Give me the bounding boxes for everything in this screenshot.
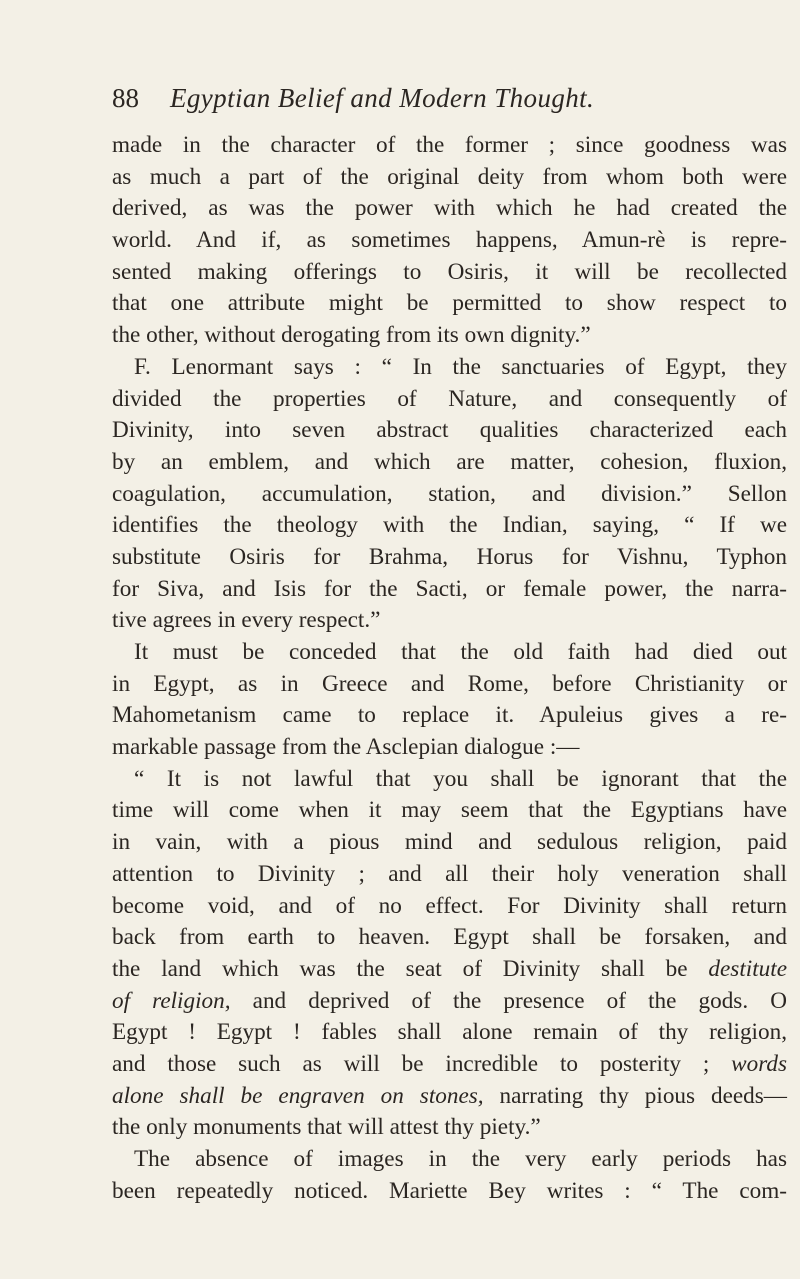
text-segment: attention to Divinity ; and all their holy veneration shall <box>112 860 787 887</box>
text-line <box>112 764 787 796</box>
text-segment: substitute Osiris for Brahma, Horus for Vishnu, Typhon <box>112 543 787 570</box>
text-segment: identifies the theology with the Indian, saying, “ If we <box>112 512 787 539</box>
text-segment: that one attribute might be permitted to show respect to <box>112 290 787 317</box>
italic-text: of religion, <box>112 987 231 1014</box>
text-line <box>112 542 787 574</box>
text-segment: derived, as was the power with which he had created the <box>112 195 787 222</box>
running-head-title: Egyptian Belief and Modern Thought. <box>170 83 595 113</box>
text-segment: Divinity, into seven abstract qualities characterized each <box>112 417 787 444</box>
text-line <box>112 225 787 257</box>
text-segment: narrating thy pious deeds— <box>483 1082 787 1109</box>
text-line <box>112 700 787 732</box>
text-segment: back from earth to heaven. Egypt shall be forsaken, and <box>112 924 787 951</box>
text-line <box>112 1176 787 1208</box>
text-segment: been repeatedly noticed. Mariette Bey writes : “ The com- <box>112 1177 787 1204</box>
text-segment: F. Lenormant says : “ In the sanctuaries of Egypt, they <box>134 353 787 380</box>
text-line <box>112 1144 787 1176</box>
text-line <box>112 637 787 669</box>
text-line <box>112 1049 787 1081</box>
text-line <box>112 574 787 606</box>
text-segment: “ It is not lawful that you shall be ignorant that the <box>134 765 787 792</box>
text-segment: Mahometanism came to replace it. Apuleius gives a re- <box>112 702 787 729</box>
text-line <box>112 827 787 859</box>
text-segment: by an emblem, and which are matter, cohesion, fluxion, <box>112 448 787 475</box>
text-segment: and those such as will be incredible to posterity ; <box>112 1050 732 1077</box>
text-line <box>112 859 787 891</box>
italic-text: words <box>731 1050 787 1077</box>
text-line <box>112 1017 787 1049</box>
text-line <box>112 288 787 320</box>
text-segment: Egypt ! Egypt ! fables shall alone remain of thy religion, <box>112 1019 787 1046</box>
text-line <box>112 193 787 225</box>
text-line <box>112 669 787 701</box>
text-line <box>112 922 787 954</box>
italic-text: alone shall be engraven on stones, <box>112 1082 484 1109</box>
text-line <box>112 795 787 827</box>
text-line <box>112 384 787 416</box>
text-line <box>112 605 787 637</box>
text-line <box>112 257 787 289</box>
text-segment: for Siva, and Isis for the Sacti, or female power, the narra- <box>112 575 787 602</box>
text-segment: markable passage from the Asclepian dialogue :— <box>112 734 580 761</box>
text-segment: coagulation, accumulation, station, and division.” Sellon <box>112 480 787 507</box>
text-line <box>112 130 787 162</box>
text-line <box>112 162 787 194</box>
text-segment: It must be conceded that the old faith had died out <box>134 639 787 665</box>
text-line <box>112 954 787 986</box>
text-line <box>112 891 787 923</box>
text-line <box>112 479 787 511</box>
text-segment: as much a part of the original deity from whom both were <box>112 163 787 190</box>
text-segment: the other, without derogating from its own dignity.” <box>112 322 591 349</box>
text-segment: the only monuments that will attest thy piety.” <box>112 1114 541 1141</box>
page-number: 88 <box>112 83 139 113</box>
text-segment: in vain, with a pious mind and sedulous religion, paid <box>112 829 787 856</box>
text-line <box>112 732 787 764</box>
body-text <box>112 130 787 1207</box>
text-line <box>112 320 787 352</box>
text-segment: world. And if, as sometimes happens, Amun-rè is repre- <box>112 227 787 254</box>
text-segment: tive agrees in every respect.” <box>112 607 381 634</box>
text-segment: The absence of images in the very early periods has <box>134 1146 787 1172</box>
text-segment: sented making offerings to Osiris, it will be recollected <box>112 258 787 285</box>
text-line <box>112 447 787 479</box>
text-segment: made in the character of the former ; since goodness was <box>112 132 787 158</box>
text-line <box>112 352 787 384</box>
text-segment: become void, and of no effect. For Divinity shall return <box>112 892 787 919</box>
running-head <box>112 78 800 118</box>
text-line <box>112 1112 787 1144</box>
text-line <box>112 986 787 1018</box>
text-segment: and deprived of the presence of the gods. O <box>230 987 787 1014</box>
text-segment: divided the properties of Nature, and consequently of <box>112 385 787 412</box>
text-segment: time will come when it may seem that the Egyptians have <box>112 797 787 824</box>
text-segment: the land which was the seat of Divinity shall be <box>112 955 709 982</box>
italic-text: destitute <box>708 955 787 982</box>
text-line <box>112 1081 787 1113</box>
text-line <box>112 415 787 447</box>
text-line <box>112 510 787 542</box>
text-segment: in Egypt, as in Greece and Rome, before Christianity or <box>112 670 787 697</box>
